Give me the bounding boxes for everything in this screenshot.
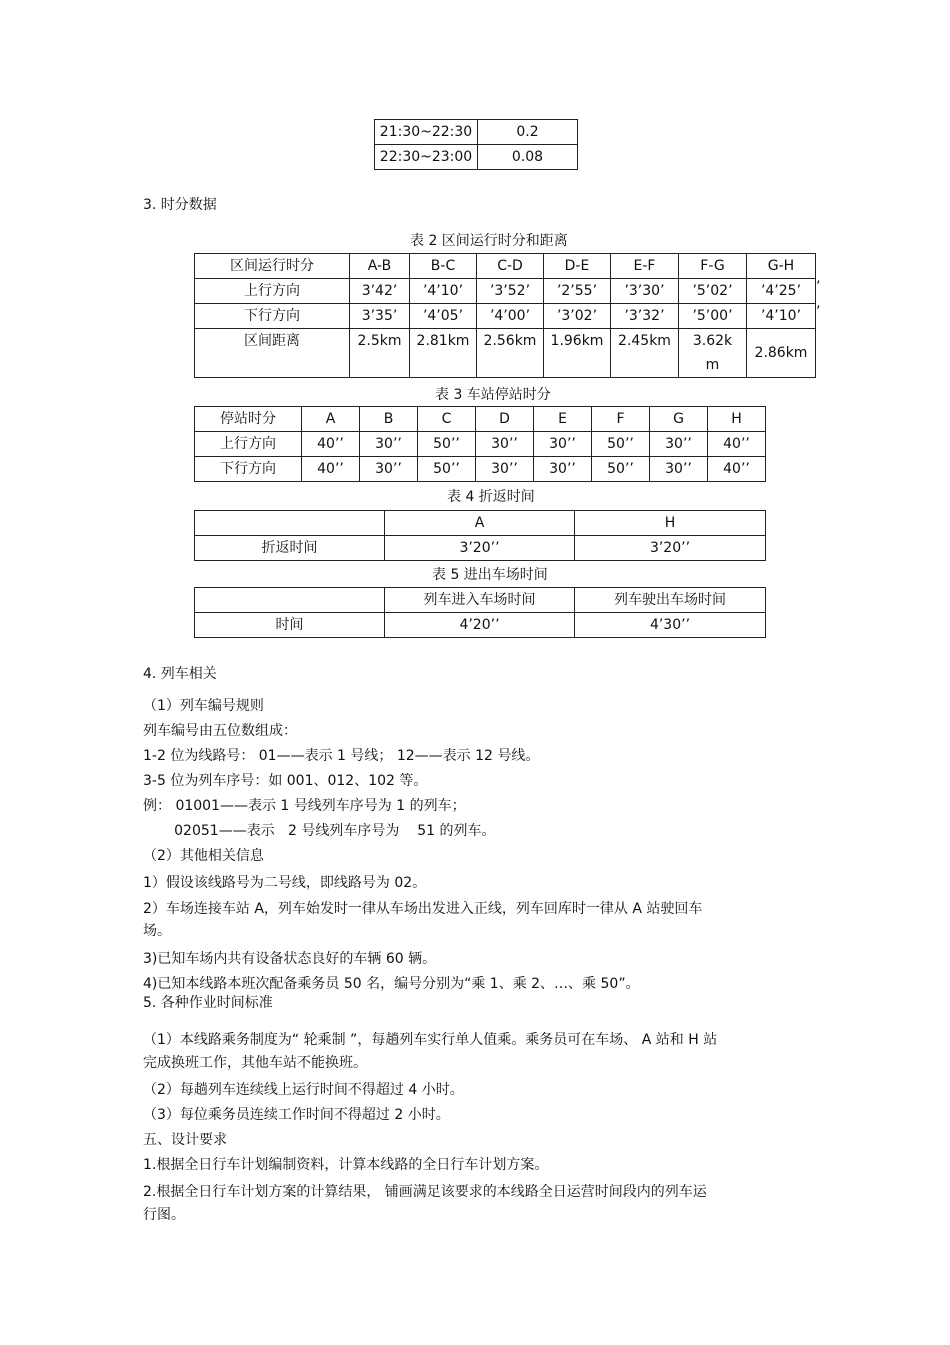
heading-design-requirements: 五、设计要求: [143, 1132, 227, 1148]
table-cell: 40’’: [302, 457, 360, 482]
header-cell: F-G: [679, 254, 747, 279]
table-row: [195, 304, 816, 329]
header-cell: 区间运行时分: [195, 254, 350, 279]
text-line: 2.根据全日行车计划方案的计算结果， 铺画满足该要求的本线路全日运营时间段内的列车运: [143, 1184, 707, 1200]
text-line: 1）假设该线路号为二号线，即线路号为 02。: [143, 875, 427, 891]
table-cell: ’3’02’: [544, 304, 611, 329]
table-cell: ’4’25’: [747, 279, 816, 304]
text-line: 3)已知车场内共有设备状态良好的车辆 60 辆。: [143, 951, 437, 967]
table-cell: 30’’: [534, 432, 592, 457]
table-cell: 50’’: [592, 457, 650, 482]
table-cell: 50’’: [418, 432, 476, 457]
header-cell: D-E: [544, 254, 611, 279]
section-3-title: 3. 时分数据: [143, 197, 217, 213]
table-cell: 30’’: [476, 432, 534, 457]
header-cell: B: [360, 407, 418, 432]
table-cell: ’5’02’: [679, 279, 747, 304]
table-cell: 3’20’’: [575, 536, 766, 561]
fg-distance-part2: m: [705, 357, 720, 373]
header-cell: H: [575, 511, 766, 536]
header-cell: B-C: [410, 254, 477, 279]
table-cell: ’5’00’: [679, 304, 747, 329]
table-cell: ’4’05’: [410, 304, 477, 329]
table-cell: 30’’: [650, 432, 708, 457]
table-row: [195, 329, 816, 378]
table3-caption: 表 3 车站停站时分: [435, 387, 551, 403]
overflow-mark: ’: [816, 279, 821, 295]
table-row: [195, 279, 816, 304]
table-cell: 2.86km: [747, 329, 816, 378]
table-cell: 下行方向: [195, 457, 302, 482]
table-row: [195, 613, 766, 638]
text-line: （1）列车编号规则: [143, 698, 264, 714]
table-cell: 50’’: [418, 457, 476, 482]
table-cell: 3’20’’: [385, 536, 575, 561]
text-line: 场。: [143, 923, 171, 939]
header-cell: H: [708, 407, 766, 432]
header-cell: G-H: [747, 254, 816, 279]
section-5-title: 5. 各种作业时间标准: [143, 995, 273, 1011]
table-row: [195, 511, 766, 536]
table-cell: 22:30~23:00: [375, 145, 478, 170]
header-cell: [195, 588, 385, 613]
table5-caption: 表 5 进出车场时间: [432, 567, 548, 583]
header-cell: 停站时分: [195, 407, 302, 432]
table-cell: ’4’10’: [410, 279, 477, 304]
header-cell: E: [534, 407, 592, 432]
table-cell: 30’’: [360, 432, 418, 457]
table-cell-fg: [679, 329, 747, 378]
table-cell: 2.45km: [611, 329, 679, 378]
table-row: [375, 145, 578, 170]
header-cell: 列车进入车场时间: [385, 588, 575, 613]
table-cell: 30’’: [650, 457, 708, 482]
table-cell: 3’42’: [350, 279, 410, 304]
table-cell: 1.96km: [544, 329, 611, 378]
header-cell: A-B: [350, 254, 410, 279]
text-line: （3）每位乘务员连续工作时间不得超过 2 小时。: [143, 1107, 450, 1123]
table-cell: 2.56km: [477, 329, 544, 378]
header-cell: G: [650, 407, 708, 432]
table-cell: 50’’: [592, 432, 650, 457]
section-4-title: 4. 列车相关: [143, 666, 217, 682]
table-cell: 40’’: [708, 457, 766, 482]
table4-caption: 表 4 折返时间: [447, 489, 535, 505]
text-line: （2）每趟列车连续线上运行时间不得超过 4 小时。: [143, 1082, 464, 1098]
text-line: （1）本线路乘务制度为“ 轮乘制 ”，每趟列车实行单人值乘。乘务员可在车场、 A 站和 H 站: [143, 1032, 718, 1048]
table2-section-times: [194, 253, 816, 378]
header-cell: [195, 511, 385, 536]
table2-caption: 表 2 区间运行时分和距离: [410, 233, 568, 249]
table-cell: 40’’: [708, 432, 766, 457]
table-cell: 3’35’: [350, 304, 410, 329]
table1-passenger-ratio: [374, 119, 578, 170]
table-row: [195, 457, 766, 482]
text-line: 列车编号由五位数组成：: [143, 723, 297, 739]
table-row: [195, 407, 766, 432]
header-cell: A: [385, 511, 575, 536]
table4-turnback-times: [194, 510, 766, 561]
table-cell: 2.5km: [350, 329, 410, 378]
header-cell: E-F: [611, 254, 679, 279]
table-cell: 上行方向: [195, 279, 350, 304]
text-line: 4)已知本线路本班次配备乘务员 50 名，编号分别为“乘 1、乘 2、…、乘 50”。: [143, 976, 640, 992]
table-row: [195, 588, 766, 613]
table-row: [195, 254, 816, 279]
text-line: 02051——表示 2 号线列车序号为 51 的列车。: [143, 823, 496, 839]
table-row: [375, 120, 578, 145]
text-line: 2）车场连接车站 A，列车始发时一律从车场出发进入正线，列车回库时一律从 A 站驶回车: [143, 901, 703, 917]
text-line: （2）其他相关信息: [143, 848, 264, 864]
table-cell: 区间距离: [195, 329, 350, 378]
text-line: 完成换班工作，其他车站不能换班。: [143, 1055, 367, 1071]
table-cell: 30’’: [360, 457, 418, 482]
text-line: 1-2 位为线路号： 01——表示 1 号线； 12——表示 12 号线。: [143, 748, 540, 764]
table-cell: ’3’30’: [611, 279, 679, 304]
header-cell: F: [592, 407, 650, 432]
table-cell: 下行方向: [195, 304, 350, 329]
table-cell: 折返时间: [195, 536, 385, 561]
table5-depot-times: [194, 587, 766, 638]
header-cell: 列车驶出车场时间: [575, 588, 766, 613]
text-line: 1.根据全日行车计划编制资料，计算本线路的全日行车计划方案。: [143, 1157, 549, 1173]
table-cell: 上行方向: [195, 432, 302, 457]
table-cell: 时间: [195, 613, 385, 638]
table-cell: ’4’00’: [477, 304, 544, 329]
fg-distance-part1: 3.62k: [692, 333, 733, 349]
table-cell: 2.81km: [410, 329, 477, 378]
table3-dwell-times: [194, 406, 766, 482]
table-row: [195, 432, 766, 457]
table-cell: 30’’: [534, 457, 592, 482]
text-line: 3-5 位为列车序号：如 001、012、102 等。: [143, 773, 428, 789]
header-cell: A: [302, 407, 360, 432]
overflow-mark: ’: [816, 304, 821, 320]
table-cell: 0.08: [478, 145, 578, 170]
header-cell: D: [476, 407, 534, 432]
text-line: 行图。: [143, 1207, 185, 1223]
header-cell: C-D: [477, 254, 544, 279]
table-cell: 40’’: [302, 432, 360, 457]
table-cell: ’3’32’: [611, 304, 679, 329]
table-cell: ’4’10’: [747, 304, 816, 329]
table-cell: 30’’: [476, 457, 534, 482]
table-cell: 0.2: [478, 120, 578, 145]
table-cell: 4’30’’: [575, 613, 766, 638]
table-row: [195, 536, 766, 561]
text-line: 例： 01001——表示 1 号线列车序号为 1 的列车；: [143, 798, 466, 814]
table-cell: ’3’52’: [477, 279, 544, 304]
table-cell: 21:30~22:30: [375, 120, 478, 145]
table-cell: 4’20’’: [385, 613, 575, 638]
table-cell: ’2’55’: [544, 279, 611, 304]
header-cell: C: [418, 407, 476, 432]
